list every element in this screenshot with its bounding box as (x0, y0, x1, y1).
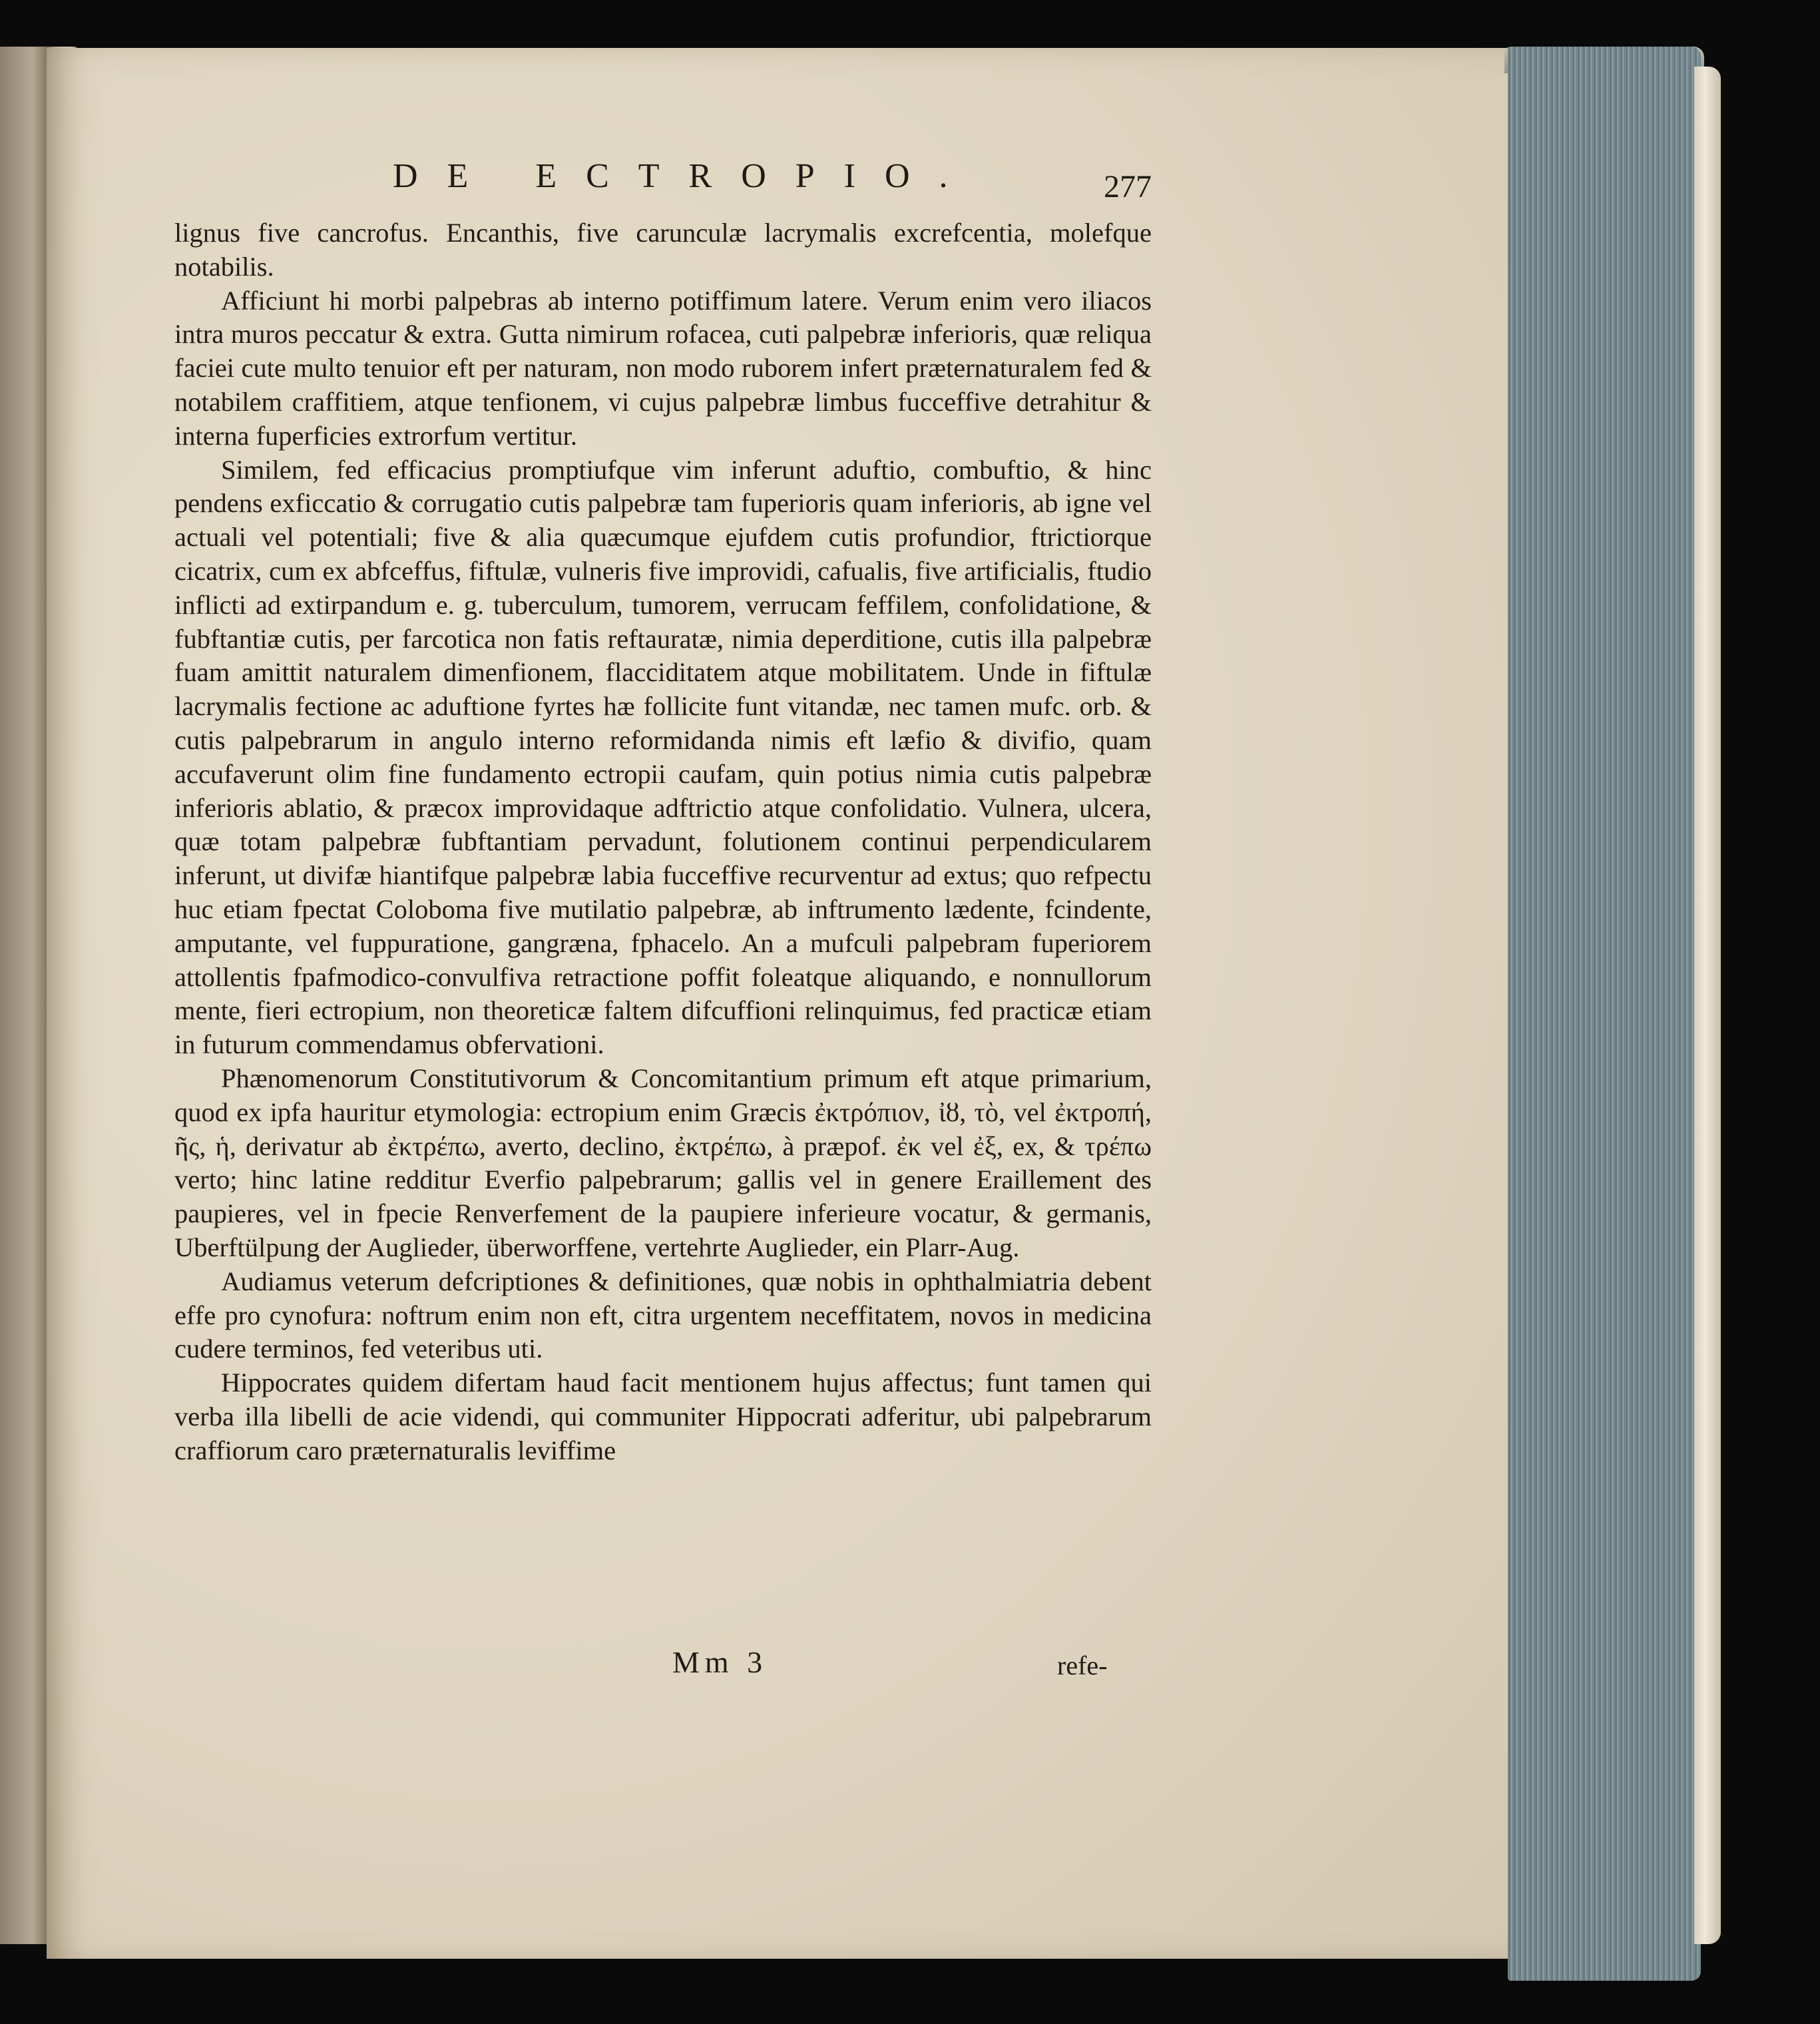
page-number: 277 (1104, 169, 1152, 204)
paragraph-3: Similem, fed efficacius promptiufque vim inferunt aduftio, combuftio, & hinc pendens exficcatio & corrugatio cutis palpebræ tam fuperioris quam inferioris, ab igne vel actuali vel potentiali; five & alia quæcumque ejufdem cutis profundior, ftrictiorque cicatrix, cum ex abfceffus, fiftulæ, vulneris five improvidi, cafualis, five artificialis, ftudio inflicti ad extirpandum e. g. tuberculum, tumorem, verrucam feffilem, confolidatione, & fubftantiæ cutis, per farcotica non fatis reftauratæ, nimia deperditione, cutis illa palpebræ fuam amittit naturalem dimenfionem, flacciditatem atque mobilitatem. Unde in fiftulæ lacrymalis fectione ac aduftione fyrtes hæ follicite funt vitandæ, nec tamen mufc. orb. & cutis palpebrarum in angulo interno reformidanda nimis eft læfio & divifio, quam accufaverunt olim fine fundamento ectropii caufam, quin potius nimia cutis palpebræ inferioris ablatio, & præcox improvidaque adftrictio atque confolidatio. Vulnera, ulcera, quæ totam palpebræ fubftantiam pervadunt, folutionem continui perpendicularem inferunt, ut divifæ hiantifque palpebræ labia fucceffive recurventur ad extus; quo refpectu huc etiam fpectat Coloboma five mutilatio palpebræ, ab inftrumento lædente, fcindente, amputante, vel fuppuratione, gangræna, fphacelo. An a mufculi palpebram fuperiorem attollentis fpafmodico-convulfiva retractione poffit foleatque aliquando, e nonnullorum mente, fieri ectropium, non theoreticæ faltem difcuffioni relinquimus, fed practicæ etiam in futurum commendamus obfervationi. (174, 454, 1152, 1060)
page-header (393, 156, 1152, 210)
page-edges (1508, 47, 1701, 1981)
paragraph-2: Afficiunt hi morbi palpebras ab interno potiffimum latere. Verum enim vero iliacos intra muros peccatur & extra. Gutta nimirum rofacea, cuti palpebræ inferioris, quæ reliqua faciei cute multo tenuior eft per naturam, non modo ruborem infert præternaturalem fed & notabilem craffitiem, atque tenfionem, vi cujus palpebræ limbus fucceffive detrahitur & interna fuperficies extrorfum vertitur. (174, 285, 1152, 451)
paragraph-1: lignus five cancrofus. Encanthis, five carunculæ lacrymalis excrefcentia, molefque notabilis. (174, 218, 1152, 282)
paragraph-6: Hippocrates quidem difertam haud facit mentionem hujus affectus; funt tamen qui verba illa libelli de acie videndi, qui communiter Hippocrati adferitur, ubi palpebrarum craffiorum caro præternaturalis leviffime (174, 1368, 1152, 1465)
signature-mark: Mm 3 (672, 1645, 768, 1679)
catchword: refe- (1057, 1650, 1108, 1680)
paragraph-4: Phænomenorum Constitutivorum & Concomitantium primum eft atque primarium, quod ex ipfa hauritur etymologia: ectropium enim Græcis ἐκτρόπιον, ἰȣ, τὸ, vel ἐκτροπή, ῆς, ἡ, derivatur ab ἐκτρέπω, averto, declino, ἐκτρέπω, à præpof. ἐκ vel ἐξ, ex, & τρέπω verto; hinc latine redditur Everfio palpebrarum; gallis vel in genere Eraillement des paupieres, vel in fpecie Renverfement de la paupiere inferieure vocatur, & germanis, Uberftülpung der Auglieder, überworffene, vertehrte Auglieder, ein Plarr-Aug. (174, 1063, 1152, 1262)
running-head: DE ECTROPIO. (393, 157, 977, 195)
body-text (174, 216, 1152, 1467)
paragraph-5: Audiamus veterum defcriptiones & definitiones, quæ nobis in ophthalmiatria debent effe pro cynofura: noftrum enim non eft, citra urgentem neceffitatem, novos in medicina cudere terminos, fed veteribus uti. (174, 1266, 1152, 1364)
book-cover-board (1694, 67, 1721, 1944)
